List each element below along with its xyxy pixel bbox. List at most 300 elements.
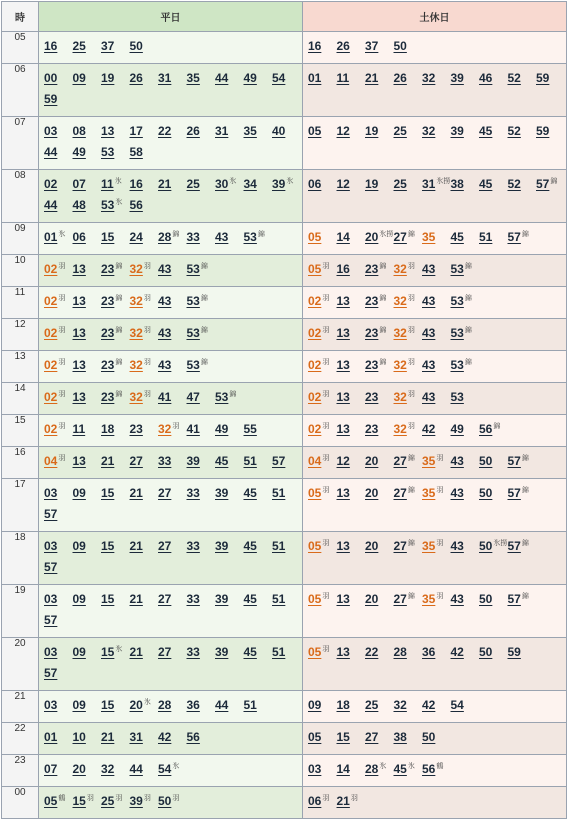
departure-time-link[interactable] <box>308 762 337 783</box>
departure-time-link[interactable] <box>394 358 423 379</box>
departure-time-link[interactable] <box>44 422 73 443</box>
departure-time-link[interactable] <box>337 124 366 145</box>
departure-time-link[interactable] <box>73 145 102 166</box>
departure-time-link[interactable] <box>44 730 73 751</box>
departure-minute: 45 <box>243 539 257 553</box>
departure-time-link[interactable] <box>101 592 130 613</box>
departure-time-link[interactable] <box>308 294 337 315</box>
departure-time-link[interactable] <box>337 390 366 411</box>
departure-time-link[interactable] <box>187 262 216 283</box>
departure-time-link[interactable] <box>394 124 423 145</box>
departure-time-link[interactable] <box>451 262 480 283</box>
departure-time-link[interactable] <box>44 177 73 198</box>
departure-time-link[interactable] <box>422 698 451 719</box>
departure-time-link[interactable] <box>365 486 394 507</box>
departure-time-link[interactable] <box>308 698 337 719</box>
departure-time-link[interactable] <box>101 422 130 443</box>
departure-time-link[interactable] <box>337 762 366 783</box>
departure-time-link[interactable] <box>73 198 102 219</box>
departure-time-link[interactable] <box>101 71 130 92</box>
departure-time-link[interactable] <box>44 71 73 92</box>
departure-time-link[interactable] <box>337 592 366 613</box>
departure-time-link[interactable] <box>308 390 337 411</box>
departure-time-link[interactable] <box>101 124 130 145</box>
departure-time-link[interactable] <box>272 71 301 92</box>
departure-time-link[interactable] <box>187 422 216 443</box>
departure-time-link[interactable] <box>73 390 102 411</box>
departure-time-link[interactable] <box>422 730 451 751</box>
departure-time-link[interactable] <box>272 177 301 198</box>
departure-time-link[interactable] <box>101 358 130 379</box>
departure-time-link[interactable] <box>187 592 216 613</box>
departure-time-link[interactable] <box>479 539 508 560</box>
departure-time-link[interactable] <box>101 645 130 666</box>
departure-time-link[interactable] <box>365 71 394 92</box>
departure-time-link[interactable] <box>479 645 508 666</box>
departure-time-link[interactable] <box>422 592 451 613</box>
departure-time-link[interactable] <box>272 539 301 560</box>
departure-time-link[interactable] <box>158 730 187 751</box>
departure-time-link[interactable] <box>308 262 337 283</box>
departure-time-link[interactable] <box>308 230 337 251</box>
departure-time-link[interactable] <box>187 454 216 475</box>
departure-time-link[interactable] <box>337 39 366 60</box>
departure-time-link[interactable] <box>187 486 216 507</box>
departure-time-link[interactable] <box>158 762 187 783</box>
departure-time-link[interactable] <box>44 454 73 475</box>
departure-time-link[interactable] <box>73 124 102 145</box>
departure-time-link[interactable] <box>394 294 423 315</box>
departure-time-link[interactable] <box>451 698 480 719</box>
departure-time-link[interactable] <box>158 294 187 315</box>
departure-time-link[interactable] <box>451 454 480 475</box>
departure-time-link[interactable] <box>479 230 508 251</box>
departure-time-link[interactable] <box>451 486 480 507</box>
departure-time-link[interactable] <box>337 730 366 751</box>
departure-time-link[interactable] <box>244 230 273 251</box>
departure-time-link[interactable] <box>337 645 366 666</box>
departure-time-link[interactable] <box>44 198 73 219</box>
departure-time-link[interactable] <box>44 390 73 411</box>
departure-time-link[interactable] <box>73 262 102 283</box>
departure-time-link[interactable] <box>158 794 187 815</box>
departure-time-link[interactable] <box>479 71 508 92</box>
departure-time-link[interactable] <box>101 326 130 347</box>
departure-time-link[interactable] <box>479 177 508 198</box>
departure-time-link[interactable] <box>158 645 187 666</box>
departure-time-link[interactable] <box>451 645 480 666</box>
departure-time-link[interactable] <box>244 71 273 92</box>
departure-time-link[interactable] <box>365 358 394 379</box>
departure-time-link[interactable] <box>101 39 130 60</box>
departure-time-link[interactable] <box>451 539 480 560</box>
departure-time-link[interactable] <box>365 262 394 283</box>
departure-time-link[interactable] <box>394 230 423 251</box>
departure-time-link[interactable] <box>73 794 102 815</box>
departure-time-link[interactable] <box>44 507 73 528</box>
departure-time-link[interactable] <box>215 230 244 251</box>
departure-time-link[interactable] <box>536 177 565 198</box>
departure-time-link[interactable] <box>308 592 337 613</box>
departure-time-link[interactable] <box>365 762 394 783</box>
departure-time-link[interactable] <box>365 539 394 560</box>
departure-time-link[interactable] <box>73 762 102 783</box>
departure-minute: 35 <box>243 124 257 138</box>
departure-time-link[interactable] <box>44 92 73 113</box>
departure-time-link[interactable] <box>365 698 394 719</box>
departure-time-link[interactable] <box>337 486 366 507</box>
departure-time-link[interactable] <box>101 730 130 751</box>
departure-time-link[interactable] <box>73 539 102 560</box>
departure-time-link[interactable] <box>130 230 159 251</box>
departure-time-link[interactable] <box>365 454 394 475</box>
departure-time-link[interactable] <box>308 730 337 751</box>
departure-time-link[interactable] <box>73 730 102 751</box>
departure-time-link[interactable] <box>422 262 451 283</box>
departure-time-link[interactable] <box>44 145 73 166</box>
departure-time-link[interactable] <box>394 539 423 560</box>
departure-time-link[interactable] <box>308 422 337 443</box>
departure-time-link[interactable] <box>101 539 130 560</box>
departure-time-link[interactable] <box>158 358 187 379</box>
departure-time-link[interactable] <box>130 198 159 219</box>
departure-time-link[interactable] <box>187 730 216 751</box>
departure-time-link[interactable] <box>101 794 130 815</box>
departure-time-link[interactable] <box>479 486 508 507</box>
departure-time-link[interactable] <box>130 762 159 783</box>
departure-time-link[interactable] <box>308 454 337 475</box>
departure-time-link[interactable] <box>422 454 451 475</box>
departure-time-link[interactable] <box>365 645 394 666</box>
departure-time-link[interactable] <box>244 486 273 507</box>
departure-time-link[interactable] <box>337 71 366 92</box>
departure-time-link[interactable] <box>44 39 73 60</box>
departure-time-link[interactable] <box>422 539 451 560</box>
departure-time-link[interactable] <box>479 422 508 443</box>
departure-time-link[interactable] <box>101 145 130 166</box>
departure-time-link[interactable] <box>158 422 187 443</box>
departure-time-link[interactable] <box>451 230 480 251</box>
departure-time-link[interactable] <box>44 762 73 783</box>
departure-time-link[interactable] <box>394 645 423 666</box>
departure-time-link[interactable] <box>308 486 337 507</box>
departure-time-link[interactable] <box>308 177 337 198</box>
departure-time-link[interactable] <box>272 454 301 475</box>
departure-time-link[interactable] <box>422 645 451 666</box>
departure-time-link[interactable] <box>244 177 273 198</box>
departure-time-link[interactable] <box>365 592 394 613</box>
departure-time-link[interactable] <box>479 454 508 475</box>
departure-time-link[interactable] <box>337 422 366 443</box>
hour-row <box>2 287 567 319</box>
departure-time-link[interactable] <box>187 294 216 315</box>
departure-time-link[interactable] <box>308 326 337 347</box>
departure-time-link[interactable] <box>101 390 130 411</box>
departure-time-link[interactable] <box>130 39 159 60</box>
departure-time-link[interactable] <box>101 230 130 251</box>
departure-time-link[interactable] <box>337 539 366 560</box>
departure-time-link[interactable] <box>308 124 337 145</box>
departure-time-link[interactable] <box>508 177 537 198</box>
departure-time-link[interactable] <box>365 422 394 443</box>
departure-time-link[interactable] <box>44 358 73 379</box>
departure-time-link[interactable] <box>479 592 508 613</box>
departure-time-link[interactable] <box>187 539 216 560</box>
departure-time-link[interactable] <box>73 230 102 251</box>
departure-time-link[interactable] <box>215 422 244 443</box>
departure-time-link[interactable] <box>130 71 159 92</box>
departure-time-link[interactable] <box>337 454 366 475</box>
departure-time-link[interactable] <box>44 539 73 560</box>
departure-time-link[interactable] <box>130 486 159 507</box>
departure-time-link[interactable] <box>365 124 394 145</box>
departure-time-link[interactable] <box>422 230 451 251</box>
departure-time-link[interactable] <box>73 358 102 379</box>
departure-time-link[interactable] <box>73 326 102 347</box>
departure-time-link[interactable] <box>308 645 337 666</box>
departure-time-link[interactable] <box>272 124 301 145</box>
departure-time-link[interactable] <box>337 358 366 379</box>
departure-time-link[interactable] <box>508 539 537 560</box>
departure-time-link[interactable] <box>394 454 423 475</box>
departure-time-link[interactable] <box>44 124 73 145</box>
departure-time-link[interactable] <box>73 645 102 666</box>
departure-time-link[interactable] <box>394 262 423 283</box>
departure-time-link[interactable] <box>451 177 480 198</box>
departure-time-link[interactable] <box>308 358 337 379</box>
departure-time-link[interactable] <box>187 358 216 379</box>
departure-time-link[interactable] <box>101 198 130 219</box>
departure-time-link[interactable] <box>394 486 423 507</box>
departure-time-link[interactable] <box>187 698 216 719</box>
departure-time-link[interactable] <box>337 230 366 251</box>
departure-time-link[interactable] <box>215 592 244 613</box>
departure-time-link[interactable] <box>536 124 565 145</box>
departure-time-link[interactable] <box>508 454 537 475</box>
departure-time-link[interactable] <box>508 486 537 507</box>
departure-time-link[interactable] <box>394 762 423 783</box>
departure-time-link[interactable] <box>187 326 216 347</box>
departure-time-link[interactable] <box>422 422 451 443</box>
departure-time-link[interactable] <box>73 39 102 60</box>
departure-minute: 39 <box>450 71 464 85</box>
departure-time-link[interactable] <box>158 124 187 145</box>
departure-time-link[interactable] <box>130 645 159 666</box>
departure-time-link[interactable] <box>130 539 159 560</box>
departure-time-link[interactable] <box>272 486 301 507</box>
departure-time-link[interactable] <box>244 454 273 475</box>
departure-time-link[interactable] <box>101 454 130 475</box>
departure-time-link[interactable] <box>272 645 301 666</box>
departure-time-link[interactable] <box>394 177 423 198</box>
departure-time-link[interactable] <box>508 645 537 666</box>
departure-time-link[interactable] <box>215 698 244 719</box>
departure-time-link[interactable] <box>422 294 451 315</box>
departure-time-link[interactable] <box>337 294 366 315</box>
departure-time-link[interactable] <box>158 71 187 92</box>
departure-time-link[interactable] <box>337 698 366 719</box>
departure-time-link[interactable] <box>130 698 159 719</box>
departure-time-link[interactable] <box>394 592 423 613</box>
departure-time-link[interactable] <box>158 454 187 475</box>
departure-time-link[interactable] <box>422 326 451 347</box>
departure-time-link[interactable] <box>422 358 451 379</box>
departure-time-link[interactable] <box>130 390 159 411</box>
departure-time-link[interactable] <box>73 294 102 315</box>
departure-time-link[interactable] <box>130 262 159 283</box>
departure-time-link[interactable] <box>130 177 159 198</box>
departure-time-link[interactable] <box>158 698 187 719</box>
departure-time-link[interactable] <box>394 730 423 751</box>
departure-time-link[interactable] <box>215 645 244 666</box>
departure-time-link[interactable] <box>44 230 73 251</box>
departure-time-link[interactable] <box>536 71 565 92</box>
departure-time-link[interactable] <box>158 539 187 560</box>
departure-time-link[interactable] <box>130 124 159 145</box>
departure-time-link[interactable] <box>365 390 394 411</box>
departure-time-link[interactable] <box>479 124 508 145</box>
departure-time-link[interactable] <box>44 486 73 507</box>
departure-time-link[interactable] <box>365 730 394 751</box>
departure-time-link[interactable] <box>451 390 480 411</box>
departure-time-link[interactable] <box>44 326 73 347</box>
departure-time-link[interactable] <box>244 698 273 719</box>
departure-time-link[interactable] <box>158 230 187 251</box>
departure-time-link[interactable] <box>73 698 102 719</box>
departure-time-link[interactable] <box>337 794 366 815</box>
departure-time-link[interactable] <box>394 71 423 92</box>
departure-time-link[interactable] <box>130 358 159 379</box>
departure-time-link[interactable] <box>244 645 273 666</box>
departure-time-link[interactable] <box>308 39 337 60</box>
departure-time-link[interactable] <box>130 730 159 751</box>
departure-time-link[interactable] <box>451 592 480 613</box>
departure-time-link[interactable] <box>422 762 451 783</box>
departure-time-link[interactable] <box>101 762 130 783</box>
departure-time-link[interactable] <box>508 592 537 613</box>
departure-time-link[interactable] <box>308 794 337 815</box>
departure-time-link[interactable] <box>158 390 187 411</box>
departure-time-link[interactable] <box>215 486 244 507</box>
departure-time-link[interactable] <box>244 592 273 613</box>
departure-time-link[interactable] <box>365 326 394 347</box>
departure-time-link[interactable] <box>187 177 216 198</box>
departure-time-link[interactable] <box>508 71 537 92</box>
departure-time-link[interactable] <box>215 124 244 145</box>
departure-time-link[interactable] <box>215 71 244 92</box>
departure-time-link[interactable] <box>73 71 102 92</box>
departure-time-link[interactable] <box>365 294 394 315</box>
departure-time-link[interactable] <box>422 486 451 507</box>
departure-time-link[interactable] <box>308 71 337 92</box>
departure-time-link[interactable] <box>422 390 451 411</box>
departure-time-link[interactable] <box>101 486 130 507</box>
departure-time-link[interactable] <box>130 454 159 475</box>
departure-time-link[interactable] <box>130 592 159 613</box>
departure-time-link[interactable] <box>272 592 301 613</box>
departure-time-link[interactable] <box>337 262 366 283</box>
departure-time-link[interactable] <box>44 262 73 283</box>
departure-time-link[interactable] <box>130 326 159 347</box>
departure-time-link[interactable] <box>422 177 451 198</box>
departure-time-link[interactable] <box>73 592 102 613</box>
departure-time-link[interactable] <box>44 613 73 634</box>
departure-time-link[interactable] <box>308 539 337 560</box>
departure-time-link[interactable] <box>215 539 244 560</box>
departure-time-link[interactable] <box>130 145 159 166</box>
departure-time-link[interactable] <box>158 592 187 613</box>
departure-time-link[interactable] <box>365 177 394 198</box>
departure-time-link[interactable] <box>508 124 537 145</box>
departure-time-link[interactable] <box>337 326 366 347</box>
departure-time-link[interactable] <box>365 230 394 251</box>
departure-time-link[interactable] <box>44 294 73 315</box>
departure-time-link[interactable] <box>158 177 187 198</box>
departure-time-link[interactable] <box>451 358 480 379</box>
departure-time-link[interactable] <box>422 124 451 145</box>
departure-time-link[interactable] <box>158 326 187 347</box>
departure-time-link[interactable] <box>244 422 273 443</box>
departure-time-link[interactable] <box>215 454 244 475</box>
departure-time-link[interactable] <box>130 794 159 815</box>
departure-minute: 14 <box>336 230 350 244</box>
departure-time-link[interactable] <box>508 230 537 251</box>
departure-time-link[interactable] <box>101 698 130 719</box>
departure-time-link[interactable] <box>451 294 480 315</box>
departure-time-link[interactable] <box>73 486 102 507</box>
departure-minute: 56 <box>479 422 493 436</box>
departure-time-link[interactable] <box>394 326 423 347</box>
departure-time-link[interactable] <box>101 262 130 283</box>
departure-time-link[interactable] <box>101 294 130 315</box>
departure-time-link[interactable] <box>73 177 102 198</box>
departure-time-link[interactable] <box>244 539 273 560</box>
departure-time-link[interactable] <box>365 39 394 60</box>
departure-time-link[interactable] <box>187 71 216 92</box>
departure-time-link[interactable] <box>187 124 216 145</box>
departure-time-link[interactable] <box>244 124 273 145</box>
departure-time-link[interactable] <box>73 422 102 443</box>
departure-time-link[interactable] <box>130 422 159 443</box>
departure-time-link[interactable] <box>130 294 159 315</box>
departure-time-link[interactable] <box>451 71 480 92</box>
departure-time-link[interactable] <box>394 422 423 443</box>
departure-time-link[interactable] <box>73 454 102 475</box>
departure-time-link[interactable] <box>394 390 423 411</box>
departure-time-link[interactable] <box>44 560 73 581</box>
departure-time-link[interactable] <box>451 124 480 145</box>
departure-time-link[interactable] <box>394 39 423 60</box>
departure-time-link[interactable] <box>44 592 73 613</box>
departure-time-link[interactable] <box>215 390 244 411</box>
departure-time-link[interactable] <box>44 794 73 815</box>
departure-time-link[interactable] <box>422 71 451 92</box>
departure-time-link[interactable] <box>215 177 244 198</box>
departure-time-link[interactable] <box>451 326 480 347</box>
departure-time-link[interactable] <box>451 422 480 443</box>
departure-time-link[interactable] <box>101 177 130 198</box>
departure-time-link[interactable] <box>44 698 73 719</box>
departure-time-link[interactable] <box>158 486 187 507</box>
departure-time-link[interactable] <box>187 645 216 666</box>
departure-time-link[interactable] <box>44 645 73 666</box>
departure-time-link[interactable] <box>187 230 216 251</box>
departure-time-link[interactable] <box>44 666 73 687</box>
departure-time-link[interactable] <box>187 390 216 411</box>
departure-time-link[interactable] <box>394 698 423 719</box>
departure-time-link[interactable] <box>158 262 187 283</box>
departure-time-link[interactable] <box>337 177 366 198</box>
